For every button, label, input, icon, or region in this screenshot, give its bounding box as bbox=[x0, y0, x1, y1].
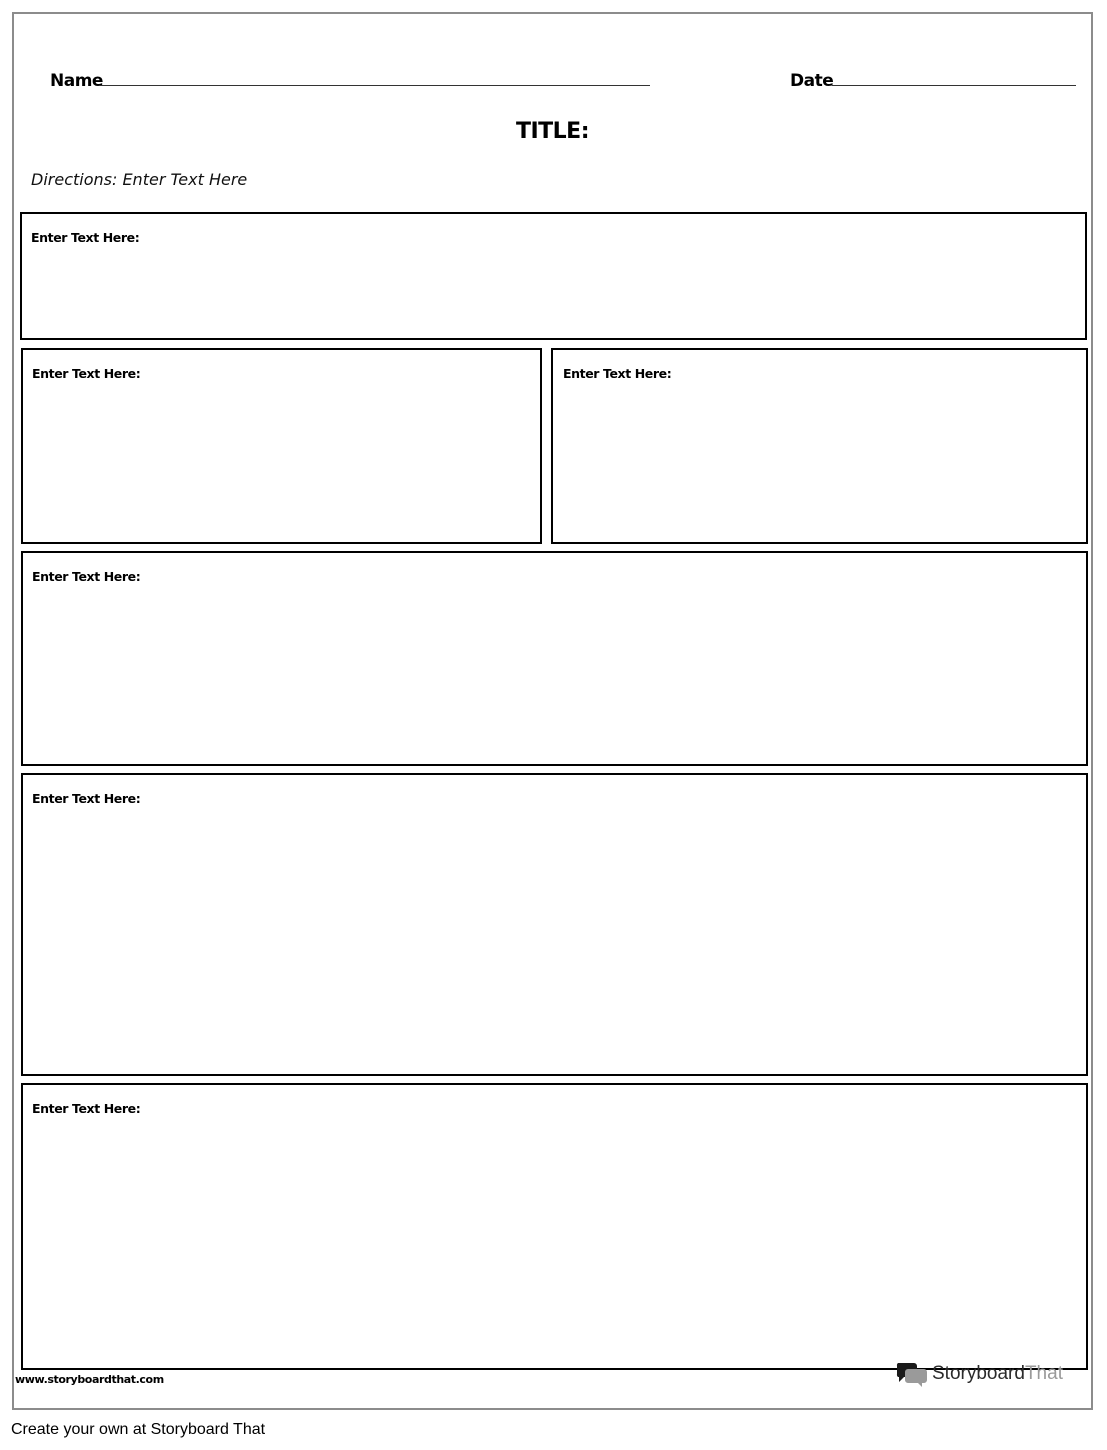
text-box-5[interactable] bbox=[21, 773, 1088, 1076]
text-box-label: Enter Text Here: bbox=[31, 230, 140, 245]
brand-text-storyboard: Storyboard bbox=[932, 1363, 1025, 1384]
text-box-3[interactable] bbox=[551, 348, 1088, 544]
text-box-label: Enter Text Here: bbox=[32, 569, 141, 584]
worksheet-title: TITLE: bbox=[515, 119, 590, 144]
date-label: Date bbox=[790, 71, 834, 91]
text-box-6[interactable] bbox=[21, 1083, 1088, 1370]
text-box-label: Enter Text Here: bbox=[32, 366, 141, 381]
storyboardthat-logo[interactable] bbox=[896, 1361, 1063, 1387]
text-box-4[interactable] bbox=[21, 551, 1088, 766]
website-url: www.storyboardthat.com bbox=[15, 1373, 164, 1386]
text-box-2[interactable] bbox=[21, 348, 542, 544]
text-box-label: Enter Text Here: bbox=[563, 366, 672, 381]
brand-text-that: That bbox=[1024, 1363, 1063, 1384]
text-box-label: Enter Text Here: bbox=[32, 1101, 141, 1116]
name-label: Name bbox=[50, 71, 103, 91]
directions-text: Directions: Enter Text Here bbox=[31, 170, 248, 189]
text-box-label: Enter Text Here: bbox=[32, 791, 141, 806]
speech-bubbles-logo-icon bbox=[896, 1361, 928, 1387]
name-line[interactable] bbox=[99, 85, 650, 86]
text-box-1[interactable] bbox=[20, 212, 1087, 340]
date-line[interactable] bbox=[832, 85, 1076, 86]
worksheet-page bbox=[12, 12, 1093, 1410]
footer-link[interactable]: Create your own at Storyboard That bbox=[11, 1421, 266, 1438]
